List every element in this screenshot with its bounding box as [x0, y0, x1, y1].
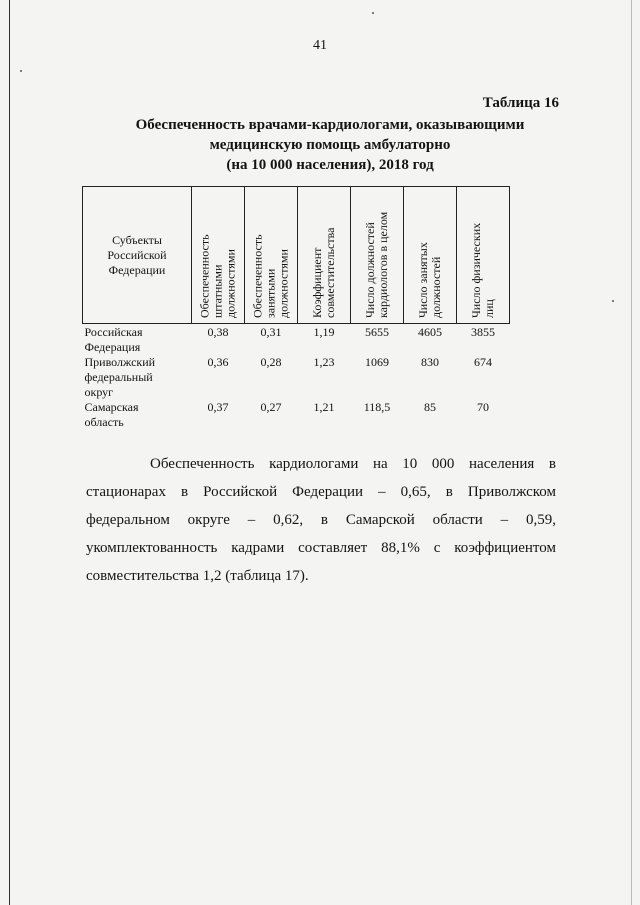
- header-staff-positions: [192, 187, 245, 324]
- header-occupied-count: [404, 187, 457, 324]
- table-title: [110, 115, 550, 175]
- cell-value: 85: [424, 400, 436, 414]
- header-line: Коэффициент: [310, 247, 324, 318]
- cell-value: 1,23: [313, 355, 335, 369]
- row-subject-line: федеральный: [84, 370, 153, 384]
- cell-value: 0,27: [260, 400, 282, 414]
- table-title-line: (на 10 000 населения), 2018 год: [226, 157, 434, 173]
- header-line: Обеспеченность: [197, 234, 212, 318]
- body-paragraph: Обеспеченность кардиологами на 10 000 населения в стационарах в Российской Федерации – 0,65, в Приволжском федеральном округе – 0,62, в Самарской области – 0,59, укомплектованность кадрами составляет 88,1% с коэффициентом совместительства 1,2 (таблица 17).: [86, 456, 556, 584]
- row-subject-line: округ: [84, 385, 114, 399]
- cell-value: 1069: [365, 355, 389, 369]
- row-subject-line: Федерация: [84, 340, 141, 354]
- row-subject-line: Российская: [84, 325, 143, 339]
- header-occupied-positions: [245, 187, 298, 324]
- table-row: [83, 324, 510, 356]
- table-row: [83, 355, 510, 400]
- header-individuals-count: [457, 187, 510, 324]
- header-line: лиц: [482, 299, 496, 318]
- row-subject-line: Самарская: [84, 400, 139, 414]
- header-line: Число занятых: [416, 242, 430, 318]
- cell-value: 1,19: [313, 325, 335, 339]
- header-subjects: [83, 187, 192, 324]
- row-subject-line: Приволжский: [84, 355, 156, 369]
- header-subjects-line: Федерации: [108, 262, 166, 277]
- table-caption: Таблица 16: [482, 95, 559, 111]
- header-line: совместительства: [323, 227, 337, 318]
- scan-speck: [372, 12, 374, 14]
- scan-speck: [612, 300, 614, 302]
- row-subject: [83, 355, 192, 400]
- cardiologists-table: [82, 186, 510, 430]
- table-row: [83, 400, 510, 430]
- header-line: Число физических: [469, 222, 483, 318]
- cell-value: 0,31: [260, 325, 282, 339]
- row-subject: [83, 324, 192, 356]
- cell-value: 4605: [418, 325, 442, 339]
- header-line: должностями: [223, 249, 238, 318]
- cell-value: 5655: [365, 325, 389, 339]
- cell-value: 674: [474, 355, 492, 369]
- row-subject-line: область: [84, 415, 124, 429]
- cell-value: 830: [421, 355, 439, 369]
- page-number: 41: [313, 38, 327, 53]
- header-subjects-line: Субъекты: [112, 232, 162, 247]
- header-line: кардиологов в целом: [376, 211, 390, 318]
- scan-right-edge: [631, 0, 632, 905]
- header-line: Число должностей: [363, 222, 377, 318]
- cell-value: 0,36: [207, 355, 229, 369]
- cell-value: 1,21: [313, 400, 335, 414]
- cell-value: 0,37: [207, 400, 229, 414]
- header-line: занятыми: [263, 268, 278, 318]
- table-title-line: медицинскую помощь амбулаторно: [209, 137, 451, 153]
- scan-speck: [20, 70, 22, 72]
- table-header-row: [83, 187, 510, 324]
- cell-value: 70: [477, 400, 489, 414]
- header-line: штатными: [210, 264, 225, 318]
- cell-value: 0,38: [207, 325, 229, 339]
- cell-value: 0,28: [260, 355, 282, 369]
- header-line: должностями: [276, 249, 291, 318]
- header-line: Обеспеченность: [250, 234, 265, 318]
- row-subject: [83, 400, 192, 430]
- table-title-line: Обеспеченность врачами-кардиологами, оказывающими: [135, 117, 525, 133]
- scan-left-edge: [9, 0, 10, 905]
- header-total-positions: [351, 187, 404, 324]
- header-line: должностей: [429, 256, 443, 318]
- header-part-time-coefficient: [298, 187, 351, 324]
- header-subjects-line: Российской: [107, 247, 167, 262]
- cell-value: 3855: [471, 325, 495, 339]
- cell-value: 118,5: [363, 400, 391, 414]
